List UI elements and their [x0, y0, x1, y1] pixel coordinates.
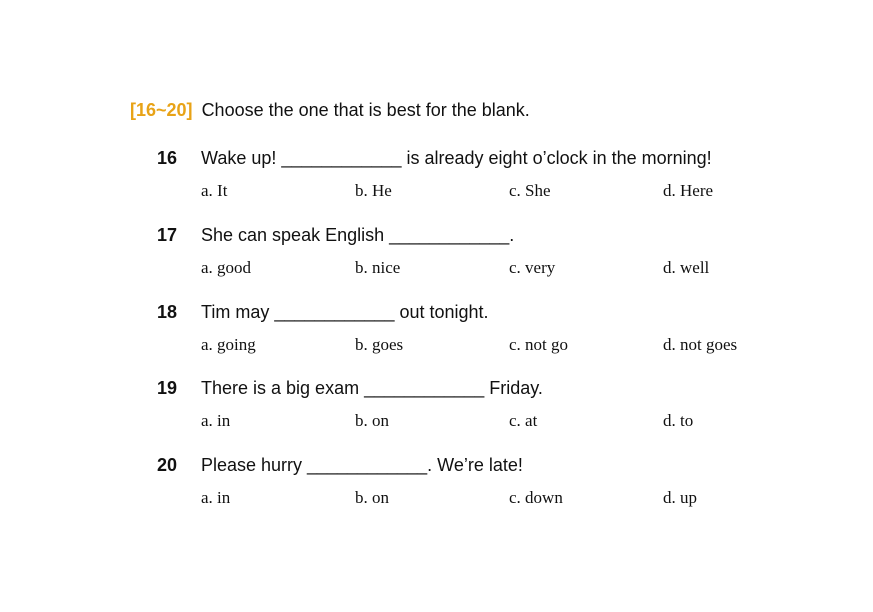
option-c: c. very — [509, 258, 556, 277]
option-b: b. nice — [355, 258, 401, 277]
option-d: d. to — [663, 411, 694, 430]
option-d: d. Here — [663, 181, 714, 200]
question-range: [16~20] — [130, 100, 193, 120]
question-text: She can speak English ____________. — [201, 225, 515, 245]
option-b: b. on — [355, 411, 389, 430]
question-text: Tim may ____________ out tonight. — [201, 302, 489, 322]
option-b: b. He — [355, 181, 392, 200]
option-d: d. up — [663, 488, 697, 507]
question-text: Wake up! ____________ is already eight o’clock in the morning! — [201, 148, 712, 168]
question-item — [0, 378, 873, 448]
instruction-text: Choose the one that is best for the blank. — [201, 100, 530, 120]
question-number: 18 — [157, 302, 178, 322]
question-text: There is a big exam ____________ Friday. — [201, 378, 543, 398]
option-b: b. goes — [355, 335, 404, 354]
question-item — [0, 225, 873, 295]
question-item — [0, 455, 873, 525]
option-a: a. It — [201, 181, 228, 200]
option-b: b. on — [355, 488, 389, 507]
question-text: Please hurry ____________. We’re late! — [201, 455, 523, 475]
option-c: c. She — [509, 181, 551, 200]
section-header — [130, 100, 530, 121]
option-a: a. good — [201, 258, 252, 277]
option-d: d. not goes — [663, 335, 738, 354]
option-c: c. not go — [509, 335, 569, 354]
question-item — [0, 302, 873, 372]
question-number: 20 — [157, 455, 178, 475]
option-a: a. in — [201, 488, 231, 507]
question-number: 16 — [157, 148, 178, 168]
question-item — [0, 148, 873, 218]
option-c: c. at — [509, 411, 538, 430]
option-c: c. down — [509, 488, 563, 507]
option-a: a. in — [201, 411, 231, 430]
option-d: d. well — [663, 258, 710, 277]
question-number: 19 — [157, 378, 178, 398]
question-number: 17 — [157, 225, 178, 245]
option-a: a. going — [201, 335, 256, 354]
